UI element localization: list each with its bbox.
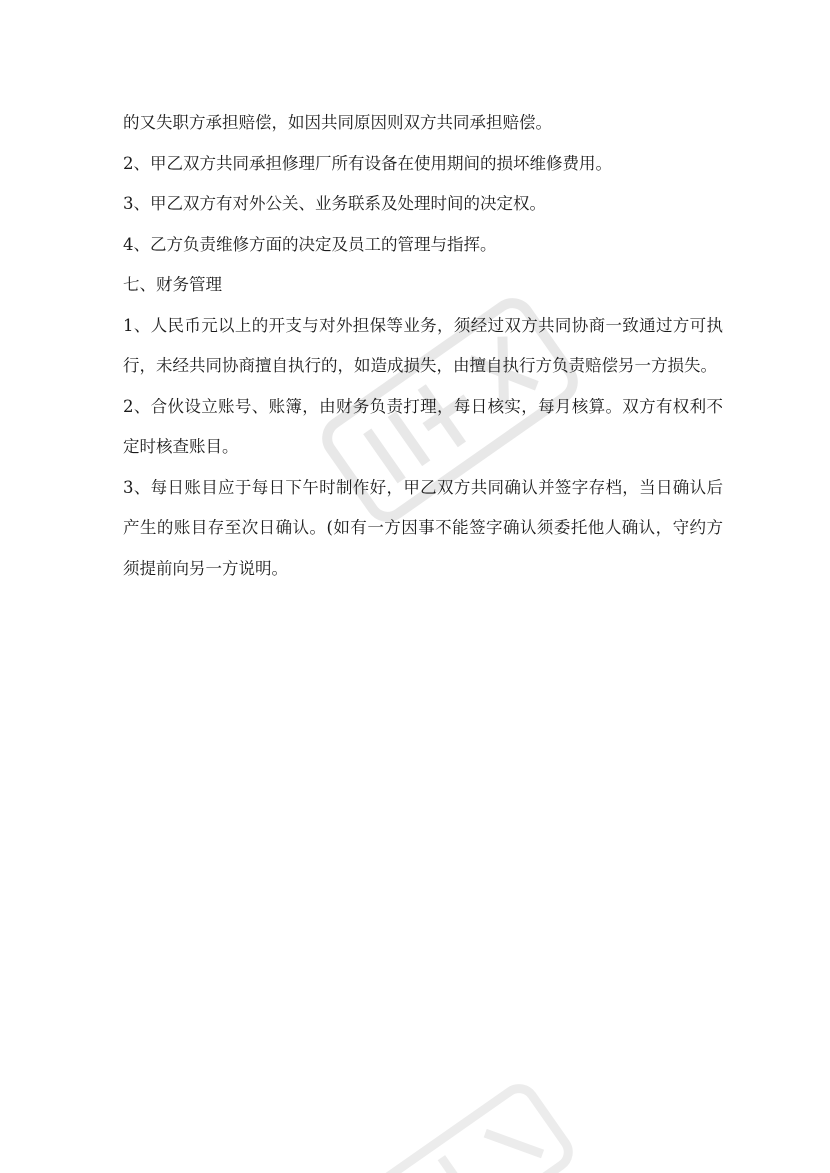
paragraph-finance-item-2: 2、合伙设立账号、账簿，由财务负责打理，每日核实，每月核算。双方有权利不定时核查账目。 — [123, 396, 723, 456]
paragraph-finance-item-1: 1、人民币元以上的开支与对外担保等业务，须经过双方共同协商一致通过方可执行，未经共同协商擅自执行的，如造成损失，由擅自执行方负责赔偿另一方损失。 — [123, 315, 723, 375]
paragraph-item-2-repair-costs: 2、甲乙双方共同承担修理厂所有设备在使用期间的损坏维修费用。 — [123, 153, 612, 173]
paragraph-item-3-decision-rights: 3、甲乙双方有对外公关、业务联系及处理时间的决定权。 — [123, 194, 546, 213]
paragraph-liability: 的又失职方承担赔偿，如因共同原因则双方共同承担赔偿。 — [123, 113, 552, 132]
document-body — [123, 103, 723, 589]
paragraph-item-4-maintenance-management: 4、乙方负责维修方面的决定及员工的管理与指挥。 — [123, 234, 497, 254]
watermark-logo-bottom — [300, 1080, 600, 1173]
section-heading-finance: 七、财务管理 — [123, 275, 222, 294]
paragraph-finance-item-3: 3、每日账目应于每日下午时制作好，甲乙双方共同确认并签字存档，当日确认后产生的账目存至次日确认。(如有一方因事不能签字确认须委托他人确认，守约方须提前向另一方说明。 — [123, 477, 723, 578]
